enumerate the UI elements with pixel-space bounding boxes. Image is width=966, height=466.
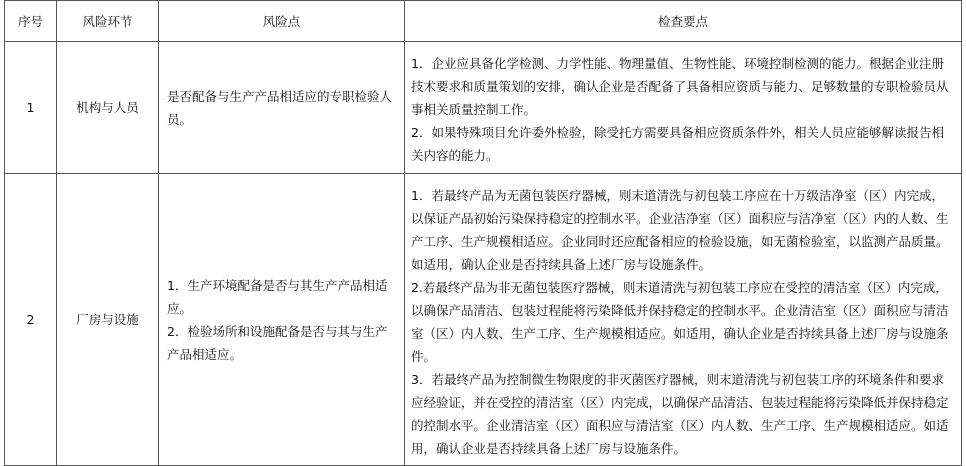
header-check-points: 检查要点 <box>405 1 962 42</box>
row-check-points <box>405 174 962 466</box>
check-point-text: 2.若最终产品为非无菌包装医疗器械，则末道清洗与初包装工序应在受控的清洁室（区）内完成，以确保产品清洁、包装过程能将污染降低并保持稳定的控制水平。企业清洁室（区）面积应与清洁室（区）内人数、生产工序、生产规模相适应。如适用，确认企业是否持续具备上述厂房与设施条件。 <box>411 279 949 364</box>
risk-table <box>4 0 962 466</box>
check-point-text: 2．如果特殊项目允许委外检验，除受托方需要具备相应资质条件外，相关人员应能够解读报告相关内容的能力。 <box>411 125 944 163</box>
row-seq: 2 <box>5 174 57 466</box>
table-row <box>5 174 962 466</box>
table-header-row <box>5 1 962 42</box>
check-point-text: 1．企业应具备化学检测、力学性能、物理量值、生物性能、环境控制检测的能力。根据企业注册技术要求和质量策划的安排，确认企业是否配备了具备相应资质与能力、足够数量的专职检验员从事相关质量控制工作。 <box>411 56 949 117</box>
risk-point-text: 是否配备与生产产品相适应的专职检验人员。 <box>167 88 393 127</box>
row-risk-link: 机构与人员 <box>57 42 159 174</box>
header-risk-link: 风险环节 <box>57 1 159 42</box>
row-check-points <box>405 42 962 174</box>
risk-point-text: 2．检验场所和设施配备是否与其与生产产品相适应。 <box>167 323 388 362</box>
row-risk-point <box>159 42 405 174</box>
header-seq: 序号 <box>5 1 57 42</box>
check-point-text: 3．若最终产品为控制微生物限度的非灭菌医疗器械，则末道清洗与初包装工序的环境条件和要求应经验证，并在受控的清洁室（区）内完成，以确保产品清洁、包装过程能将污染降低并保持稳定的控制水平。企业清洁室（区）面积应与清洁室（区）内人数、生产工序、生产规模相适应。如适用，确认企业是否持续具备上述厂房与设施条件。 <box>411 371 949 456</box>
risk-point-text: 1．生产环境配备是否与其生产产品相适应。 <box>167 277 388 316</box>
row-seq: 1 <box>5 42 57 174</box>
table-row <box>5 42 962 174</box>
row-risk-point <box>159 174 405 466</box>
row-risk-link: 厂房与设施 <box>57 174 159 466</box>
check-point-text: 1．若最终产品为无菌包装医疗器械，则末道清洗与初包装工序应在十万级洁净室（区）内完成，以保证产品初始污染保持稳定的控制水平。企业洁净室（区）面积应与洁净室（区）内的人数、生产工序、生产规模相适应。企业同时还应配备相应的检验设施，如无菌检验室，以监测产品质量。如适用，确认企业是否持续具备上述厂房与设施条件。 <box>411 187 949 272</box>
header-risk-point: 风险点 <box>159 1 405 42</box>
